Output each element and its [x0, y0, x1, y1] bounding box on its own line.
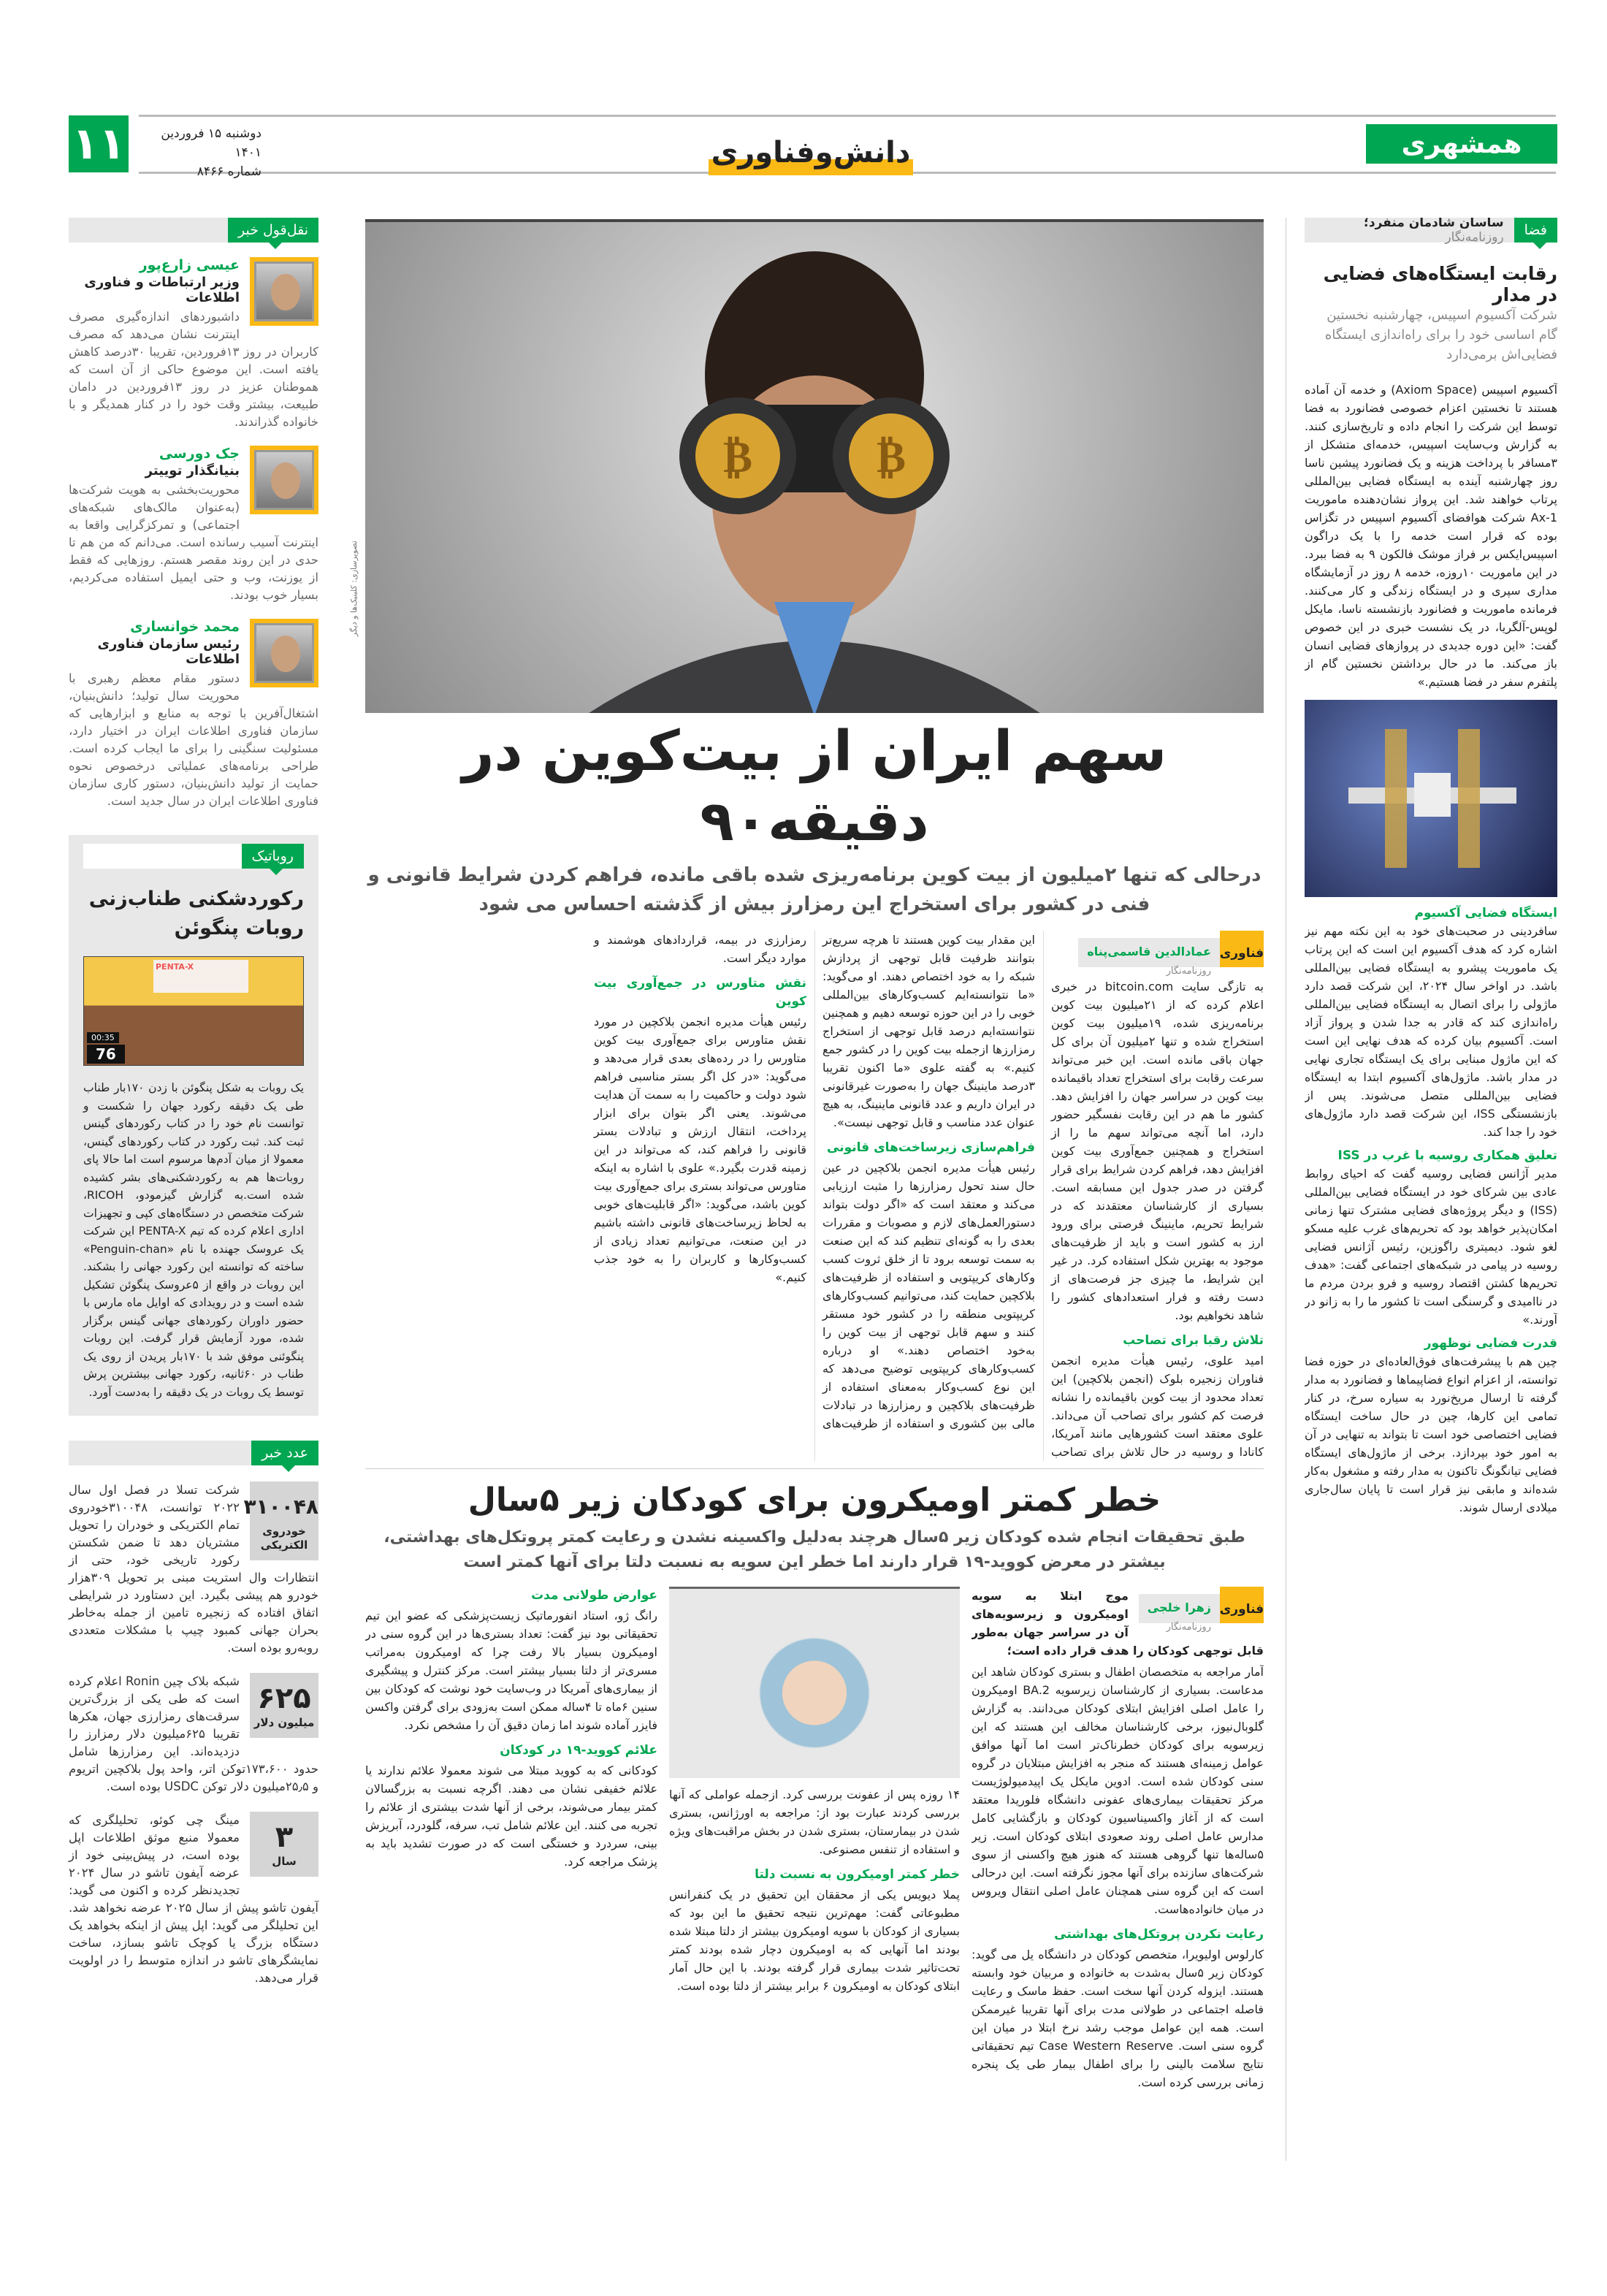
newspaper-logo: همشهری [1366, 124, 1557, 164]
robotics-tag: روباتیک [83, 844, 304, 869]
subheading: فراهم‌سازی زیرساخت‌های قانونی [827, 1140, 1035, 1155]
number-item: ۳۱۰۰۴۸ خودروی الکتریکی شرکت تسلا در فصل اول سال ۲۰۲۲ توانست، ۳۱۰۰۴۸خودروی تمام الکتریکی و خودران را تحویل مشتریان دهد تا ضمن شکستن رکورد تاریخی خود، حتی از انتظارات وال استریت مبنی بر تحویل ۳۰۹هزار خودرو هم پیشی بگیرد. این دستاورد در شرایطی اتفاق افتاده که زنجیره تامین از جمله به‌خاطر بحران جهانی کمبود چیپ با مشکلات متعددی روبه‌رو بوده است. [69, 1483, 318, 1655]
subheading: عوارض طولانی مدت [531, 1588, 657, 1603]
svg-text:₿: ₿ [876, 432, 906, 483]
quote-item: جک دورسی بنیانگذار توییتر محوریت‌بخشی به هویت شرکت‌ها (به‌عنوان مالک‌های شبکه‌های اجتماعی) و تمرکزگرایی واقعا به اینترنت آسیب رسانده است. می‌دانم که من هم تا حدی در این روند مقصر هستم. روزهایی که فقط از یوزنت، وب و حتی ایمیل استفاده می‌کردیم، بسیار خوب بودند. [69, 446, 318, 602]
quotes-section [69, 218, 318, 810]
bitcoin-binoculars-photo [365, 219, 1264, 713]
covid-right-column: فناوری زهرا خلجی روزنامه‌نگار موج ابتلا به سویه اومیکرون و زیرسویه‌های آن در سراسر جهان به‌طور قابل توجهی کودکان را هدف قرار داده است؛ آمار مراجعه به متخصصان اطفال و بستری کودکان شاهد این مدعاست. بسیاری از کارشناسان زیرسویه BA.2 اومیکرون را عامل اصلی افزایش ابتلای کودکان می‌دانند. به گزارش گلوبال‌نیوز، برخی کارشناسان مخالف این هستند که این زیرسویه برای کودکان خطرناک‌تر است اما آنها موافق عوامل زمینه‌ای هستند که منجر به افزایش مبتلایان در گروه سنی کودکان شده است. ادوین مایکل یک اپیدمیولوژیست مرکز تحقیقات بیماری‌های عفونی دانشگاه فلوریدا معتقد است که از آغاز واکسیناسیون کودکان و بازگشایی کامل مدارس عامل اصلی روند صعودی ابتلای کودکان است. زیر ۵ساله‌ها تنها گروهی هستند که هنوز هیچ واکسنی از سوی شرکت‌های سازنده برای آنها مجوز نگرفته است. این درحالی است که این گروه سنی همچنان عامل اصلی انتقال ویروس در میان خانواده‌هاست. رعایت نکردن پروتکل‌های بهداشتی کارلوس اولیویرا، متخصص کودکان در دانشگاه یل می گوید: کودکان زیر ۵سال به‌شدت به خانواده و مربیان خود وابسته هستند. ایزوله کردن آنها سخت است. حفظ ماسک و رعایت فاصله اجتماعی در طولانی مدت برای آنها تقریبا غیرممکن است. همه این عوامل موجب رشد نرخ ابتلا در میان این گروه سنی است. Case Western Reserve تیم تحقیقاتی نتایج سلامت بالینی را برای اطفال بیمار طی یک پنجره زمانی بررسی کرده است. [972, 1587, 1264, 2162]
divider [365, 1468, 1264, 1469]
space-title: رقابت ایستگاه‌های فضایی در مدار [1323, 263, 1557, 305]
subheading: تلاش رقبا برای تصاحب [1123, 1333, 1264, 1348]
space-subtitle: شرکت آکسیوم اسپیس، چهارشنبه نخستین گام اساسی خود را برای راه‌اندازی ایستگاه فضایی‌اش برمی‌دارد [1324, 308, 1557, 362]
child-mask-photo [669, 1587, 960, 1778]
issue-number: شماره ۸۴۶۶ [196, 164, 262, 179]
numbers-tag: عدد خبر [69, 1441, 318, 1465]
section-title: دانش‌وفناوری [701, 136, 920, 169]
number-item: ۶۲۵ میلیون دلار شبکه بلاک چین Ronin اعلام کرده است که طی یکی از بزرگ‌ترین سرقت‌های رمزارزی جهان، هکرها تقریبا ۶۲۵میلیون دلار رمزارز را دزدیده‌اند. این رمزارزها شامل حدود ۱۷۳،۶۰۰توکن اتر، واحد پول بلاکچین اتریوم و ۲۵٫۵میلیون دلار توکن USDC بوده است. [69, 1674, 318, 1793]
subheading: قدرت فضایی نوظهور [1424, 1336, 1557, 1351]
byline: فناوری زهرا خلجی روزنامه‌نگار [1139, 1587, 1264, 1623]
quote-item: محمد خوانساری رئیس سازمان فناوری اطلاعات دستور مقام معظم رهبری با محوریت سال تولید؛ دانش‌بنیان، اشتغال‌آفرین با توجه به منابع و ابزارهایی که سازمان فناوری اطلاعات ایران در اختیار دارد، مسئولیت سنگینی را برای ما ایجاب کرده است. طراحی برنامه‌های عملیاتی درخصوص نحوه حمایت از تولید دانش‌بنیان، دستور کاری سازمان فناوری اطلاعات ایران در سال جدید است. [69, 619, 318, 808]
quote-item: عیسی زارع‌پور وزیر ارتباطات و فناوری اطلاعات داشبوردهای اندازه‌گیری مصرف اینترنت نشان می‌دهد که مصرف کاربران در روز ۱۳فروردین، تقریبا ۳۰درصد کاهش یافته است. این موضوع حاکی از آن است که هموطنان عزیز در روز ۱۳فروردین در دامان طبیعت، بیشتر وقت خود را در کنار همدیگر و با خانواده گذراندند. [69, 257, 319, 429]
subheading: خطر کمتر اومیکرون به نسبت دلتا [755, 1867, 960, 1882]
photo-count: 76 [87, 1045, 125, 1064]
byline: فناوری عمادالدین قاسمی‌پناه روزنامه‌نگار [1078, 931, 1264, 967]
space-tag: فضا ساسان شادمان منفرد؛ روزنامه‌نگار [1305, 218, 1557, 243]
subheading: نقش متاورس در جمع‌آوری بیت کوین [594, 976, 806, 1009]
binoculars-illustration [365, 222, 1264, 713]
svg-text:₿: ₿ [722, 432, 753, 483]
subheading: علائم کووید-۱۹ در کودکان [500, 1743, 657, 1758]
space-article: فضا ساسان شادمان منفرد؛ روزنامه‌نگار رقابت ایستگاه‌های فضایی در مدار شرکت آکسیوم اسپیس، چهارشنبه نخستین گام اساسی خود را برای راه‌اندازی ایستگاه فضایی‌اش برمی‌دارد آکسیوم اسپیس (Axiom Space) و خدمه آن آماده هستند تا نخستین اعزام خصوصی فضانورد به فضا توسط این شرکت را انجام داده و تاریخ‌سازی کنند. به گزارش وب‌سایت اسپیس، خدمه‌ای متشکل از ۳مسافر با پرداخت هزینه و یک فضانورد پیشین ناسا روز چهارشنبه آینده به ایستگاه فضایی بین‌المللی پرتاب خواهند شد. این پرواز نشان‌دهنده ماموریت Ax-1 شرکت هوافضای آکسیوم اسپیس در تگزاس بوده که قرار است خدمه را با یک دراگون اسپیس‌ایکس بر فراز موشک فالکون ۹ به فضا ببرد. در این ماموریت ۱۰روزه، خدمه ۸ روز در آزمایشگاه مداری سپری و در ایستگاه زندگی و کار می‌کنند. فرمانده ماموریت و فضانورد بازنشسته ناسا، مایکل لوپس-آلگریا، در یک نشست خبری در این خصوص گفت: «این دوره جدیدی در پروازهای فضایی انسان باز می‌کند. ما در حال برداشتن نخستین گام از پلتفرم سفر در فضا هستیم.» ایستگاه فضایی آکسیوم سافردینی در صحبت‌های خود به این نکته مهم نیز اشاره کرد که هدف آکسیوم این است که این پرتاب یک ماموریت پیشرو به ایستگاه فضایی بین‌المللی باشد. در اواخر سال ۲۰۲۴، این شرکت قصد دارد ماژولی را برای اتصال به ایستگاه فضایی بین‌المللی راه‌اندازی کند که قادر به جدا شدن و پرواز آزاد است. آکسیوم بیان کرده که هدف نهایی این است که این ماژول مبنایی برای یک ایستگاه تجاری نهایی در مدار باشد. ماژول‌های آکسیوم ابتدا به ایستگاه فضایی بین‌المللی متصل می‌شوند. پس از بازنشستگی ISS، این شرکت قصد دارد ماژول‌های خود را جدا کند. تعلیق همکاری روسیه با غرب در ISS مدیر آژانس فضایی روسیه گفت که احیای روابط عادی بین شرکای خود در ایستگاه فضایی بین‌المللی (ISS) و دیگر پروژه‌های فضایی مشترک تنها زمانی امکان‌پذیر خواهد بود که تحریم‌های غرب علیه مسکو لغو شود. دیمیتری راگوزین، رئیس آژانس فضایی روسیه در پیامی در شبکه‌های اجتماعی گفت: «هدف تحریم‌ها کشتن اقتصاد روسیه و فرو بردن مردم ما در ناامیدی و گرسنگی است تا کشور ما را به زانو در آورند.» قدرت فضایی نوظهور چین هم با پیشرفت‌های فوق‌العاده‌ای در حوزه فضا توانسته، از اعزام انواع فضاپیماها و فضانورد به مدار گرفته تا ارسال مریخ‌نورد به سیاره سرخ، در کنار تمامی این کارها، چین در حال ساخت ایستگاه فضایی اختصاصی خود است تا بتواند به تنهایی در آن به امور خود بپردازد. برخی از ماژول‌های ایستگاه فضایی تیانگونگ تاکنون به مدار رفته و مشغول به‌کار شده‌اند و مابقی نیز قرار است تا پایان سال‌جاری میلادی ارسال شوند. [1305, 218, 1557, 1514]
robotics-photo [83, 956, 304, 1066]
subheading: رعایت نکردن پروتکل‌های بهداشتی [1054, 1927, 1264, 1942]
numbers-section [69, 1441, 318, 1987]
robotics-text: یک روبات به شکل پنگوئن با زدن ۱۷۰بار طناب طی یک دقیقه رکورد جهان را شکست و توانست نام خود را در کتاب رکوردهای گینس ثبت کند. ثبت رکورد در کتاب رکوردهای گینس، معمولا از میان آدم‌ها مرسوم است اما حالا پای روبات‌ها هم به رکوردشکنی‌های بشر کشیده شده است.به گزارش گیزمودو، RICOH، شرکت متخصص در دستگاه‌های کپی و تجهیزات اداری اعلام کرده که تیم PENTA-X این شرکت یک عروسک جهنده با نام «Penguin-chan» ساخته که توانسته این رکورد جهانی را بشکند. این روبات در واقع از ۵عروسک پنگوئن تشکیل شده است و در رویدادی که اوایل ماه مارس با حضور داوران رکوردهای جهانی گینس برگزار شده، مورد آزمایش قرار گرفت. این روبات پنگوئنی موفق شد با ۱۷۰بار پریدن از روی یک طناب در ۶۰ثانیه، رکورد جهانی بیشترین پرش توسط یک روبات در یک دقیقه را به‌دست آورد. [83, 1081, 305, 1399]
header-top-rule [139, 115, 1556, 117]
covid-headline: خطر کمتر اومیکرون برای کودکان زیر ۵سال [467, 1481, 1161, 1519]
avatar [250, 446, 318, 514]
space-station-illustration [1305, 700, 1557, 897]
number-item: ۳ سال مینگ چی کوئو، تحلیلگری که معمولا منبع موثق اطلاعات اپل بوده است، در پیش‌بینی خود از عرضه آیفون تاشو در سال ۲۰۲۴ تجدیدنظر کرده و اکنون می گوید: آیفون تاشو پیش از سال ۲۰۲۵ عرضه نخواهد شد. این تحلیلگر می گوید: اپل پیش از اینکه بخواهد یک دستگاه بزرگ یا کوچک تاشو بسازد، ساخت نمایشگرهای تاشو در اندازه متوسط را در اولویت قرار می‌دهد. [69, 1813, 318, 1985]
covid-article [365, 1479, 1264, 2162]
space-station-photo [1305, 700, 1557, 897]
photo-timer: 00:35 [87, 1032, 119, 1043]
robotics-title: رکوردشکنی طناب‌زنی روبات پنگوئن [88, 888, 304, 939]
covid-subtitle: طبق تحقیقات انجام شده کودکان زیر ۵سال هرچند به‌دلیل واکسینه نشدن و رعایت کمتر پروتکل‌های بهداشتی، بیشتر در معرض کووید-۱۹ قرار دارند اما خطر این سویه به نسبت دلتا برای آنها کمتر است [383, 1528, 1245, 1571]
issue-info [137, 124, 262, 181]
issue-date: دوشنبه ۱۵ فروردین ۱۴۰۱ [161, 126, 262, 160]
main-subtitle: درحالی که تنها ۲میلیون از بیت کوین برنامه‌ریزی شده باقی مانده، فراهم کردن شرایط قانونی و فنی در کشور برای استخراج این رمزارز بیش از گذشته احساس می شود [367, 864, 1261, 915]
main-article [365, 716, 1264, 1461]
quotes-tag: نقل‌قول خبر [69, 218, 318, 243]
avatar [250, 257, 318, 326]
subheading: تعلیق همکاری روسیه با غرب در ISS [1337, 1148, 1557, 1163]
avatar [250, 619, 318, 687]
covid-middle-column: ۱۴ روزه پس از عفونت بررسی کرد. ازجمله عواملی که آنها بررسی کردند عبارت بود از: مراجعه به اورژانس، بستری شدن در بیمارستان، بستری شدن در بخش مراقبت‌های ویژه و استفاده از تنفس مصنوعی. خطر کمتر اومیکرون به نسبت دلتا پملا دیویس یکی از محققان این تحقیق در یک کنفرانس مطبوعاتی گفت: مهم‌ترین نتیجه تحقیق ما این بود که بسیاری از کودکان با سویه اومیکرون بیشتر از دلتا مبتلا شده بودند اما آنهایی که به اومیکرون دچار شده بودند کمتر تحت‌تاثیر شدت بیماری قرار گرفته بودند. با این حال آمار ابتلای کودکان به اومیکرون ۶ برابر بیشتر از دلتا بوده است. [669, 1587, 960, 2162]
main-article-body: فناوری عمادالدین قاسمی‌پناه روزنامه‌نگار به تازگی سایت bitcoin.com در خبری اعلام کرده که از ۲۱میلیون بیت کوین برنامه‌ریزی شده، ۱۹میلیون بیت کوین استخراج شده و تنها ۲میلیون آن برای کل جهان باقی مانده است. این خبر می‌تواند سرعت رقابت برای استخراج تعداد باقیمانده بیت کوین در سراسر جهان را افزایش دهد. کشور ما هم در این رقابت نفسگیر حضور دارد، اما آنچه می‌تواند سهم ما را از استخراج و همچنین جمع‌آوری بیت کوین افزایش دهد، فراهم کردن شرایط برای قرار گرفتن در صدر جدول این مسابقه است. بسیاری از کارشناسان معتقدند که در شرایط تحریم، ماینینگ فرصتی برای ورود ارز به کشور است و باید از ظرفیت‌های موجود به بهترین شکل استفاده کرد. در غیر این شرایط، ما چیزی جز فرصت‌های از دست رفته و فرار استعدادهای کشور را شاهد نخواهیم بود. تلاش رقبا برای تصاحب امید علوی، رئیس هیأت مدیره انجمن فناوران زنجیره بلوک (انجمن بلاکچین) این تعداد محدود از بیت کوین باقیمانده را نشانه فرصت کم کشور برای تصاحب آن می‌داند. علوی معتقد است کشورهایی مانند آمریکا، کانادا و روسیه در حال تلاش برای تصاحب این مقدار بیت کوین هستند تا هرچه سریع‌تر بتوانند ظرفیت قابل توجهی از پردازش شبکه را به خود اختصاص دهند. او می‌گوید: «ما نتوانسته‌ایم کسب‌وکارهای بین‌المللی خوبی را در این حوزه توسعه دهیم و همچنین نتوانسته‌ایم درصد قابل توجهی از استخراج رمزارزها ازجمله بیت کوین را در کشور جمع کنیم.» به گفته علوی «ما اکنون تقریبا ۳درصد ماینینگ جهان را به‌صورت غیرقانونی در ایران داریم و عدد قانونی ماینینگ، به هیچ عنوان عدد مناسب و قابل توجهی نیست». فراهم‌سازی زیرساخت‌های قانونی رئیس هیأت مدیره انجمن بلاکچین در عین حال سند تحول رمزارزها را مثبت ارزیابی می‌کند و معتقد است که «اگر دولت بتواند دستورالعمل‌های لازم و مصوبات و مقررات بعدی را به گونه‌ای تنظیم کند که این صنعت به سمت توسعه برود تا از خلق ثروت کسب وکارهای کریپتویی و استفاده از ظرفیت‌های بلاکچین حمایت کند، می‌توانیم کسب‌وکارهای کریپتویی منطقه را در کشور خود مستقر کنند و سهم قابل توجهی از بیت کوین را به‌خود اختصاص دهند.» او درباره کسب‌وکارهای کریپتویی توضیح می‌دهد که این نوع کسب‌وکار به‌معنای استفاده از ظرفیت‌های بلاکچین و رمزارزها در تبادلات مالی بین کشوری و استفاده از ظرفیت‌های رمزارزی در بیمه، قراردادهای هوشمند و موارد دیگر است. نقش متاورس در جمع‌آوری بیت کوین رئیس هیأت مدیره انجمن بلاکچین در مورد نقش متاورس برای جمع‌آوری بیت کوین متاورس را در رده‌های بعدی قرار می‌دهد و می‌گوید: «در کل اگر بستر مناسبی فراهم شود دولت و حاکمیت را به سمت آن هدایت می‌شوند. یعنی اگر بتوان برای ابزار پرداخت، انتقال ارزش و تبادلات بستر قانونی را فراهم کند، که می‌تواند در این زمینه قدرت بگیرد.» علوی با اشاره به اینکه متاورس می‌تواند بستری برای جمع‌آوری بیت کوین باشد، می‌گوید: «اگر قابلیت‌های خوبی به لحاظ زیرساخت‌های قانونی داشته باشیم در این صنعت، می‌توانیم تعداد زیادی از کسب‌وکارها و کاربران را به خود جذب کنیم.» [365, 931, 1264, 1461]
left-column [69, 218, 318, 1987]
robotics-box [69, 835, 318, 1416]
covid-left-column: عوارض طولانی مدت رانگ ژو، استاد انفورماتیک زیست‌پزشکی که عضو این تیم تحقیقاتی بود نیز گفت: تعداد بستری‌ها در این گروه سنی در اومیکرون بسیار بالا رفت چرا که اومیکرون به‌مراتب مسری‌تر از دلتا بسیار بیشتر است. مرکز کنترل و پیشگیری از بیماری‌های آمریکا در وب‌سایت خود نوشت که کودکان بین سنین ۶ماه تا ۴ساله ممکن است به‌زودی برای گرفتن واکسن فایزر آماده شوند اما زمان دقیق آن را مشخص نکرد. علائم کووید-۱۹ در کودکان کودکانی که به کووید مبتلا می شوند معمولا علائم ندارند یا علائم خفیفی نشان می دهند. اگرچه نسبت به بزرگسالان کمتر بیمار می‌شوند، برخی از آنها شدت بیشتری از علائم را تجربه می کنند. این علائم شامل تب، سرفه، گلودرد، آبریزش بینی، سردرد و خستگی است که در صورت تشدید باید به پزشک مراجعه کرد. [365, 1588, 657, 1869]
photo-credit: تصویرسازی: کلینیک‌ها و دیگر [349, 541, 359, 637]
main-headline: سهم ایران از بیت‌کوین در دقیقه۹۰ [462, 718, 1167, 853]
photo-banner: PENTA-X [153, 960, 248, 993]
page-number: ۱۱ [69, 115, 129, 172]
subheading: ایستگاه فضایی آکسیوم [1414, 906, 1557, 920]
covid-columns [365, 1587, 1264, 2162]
